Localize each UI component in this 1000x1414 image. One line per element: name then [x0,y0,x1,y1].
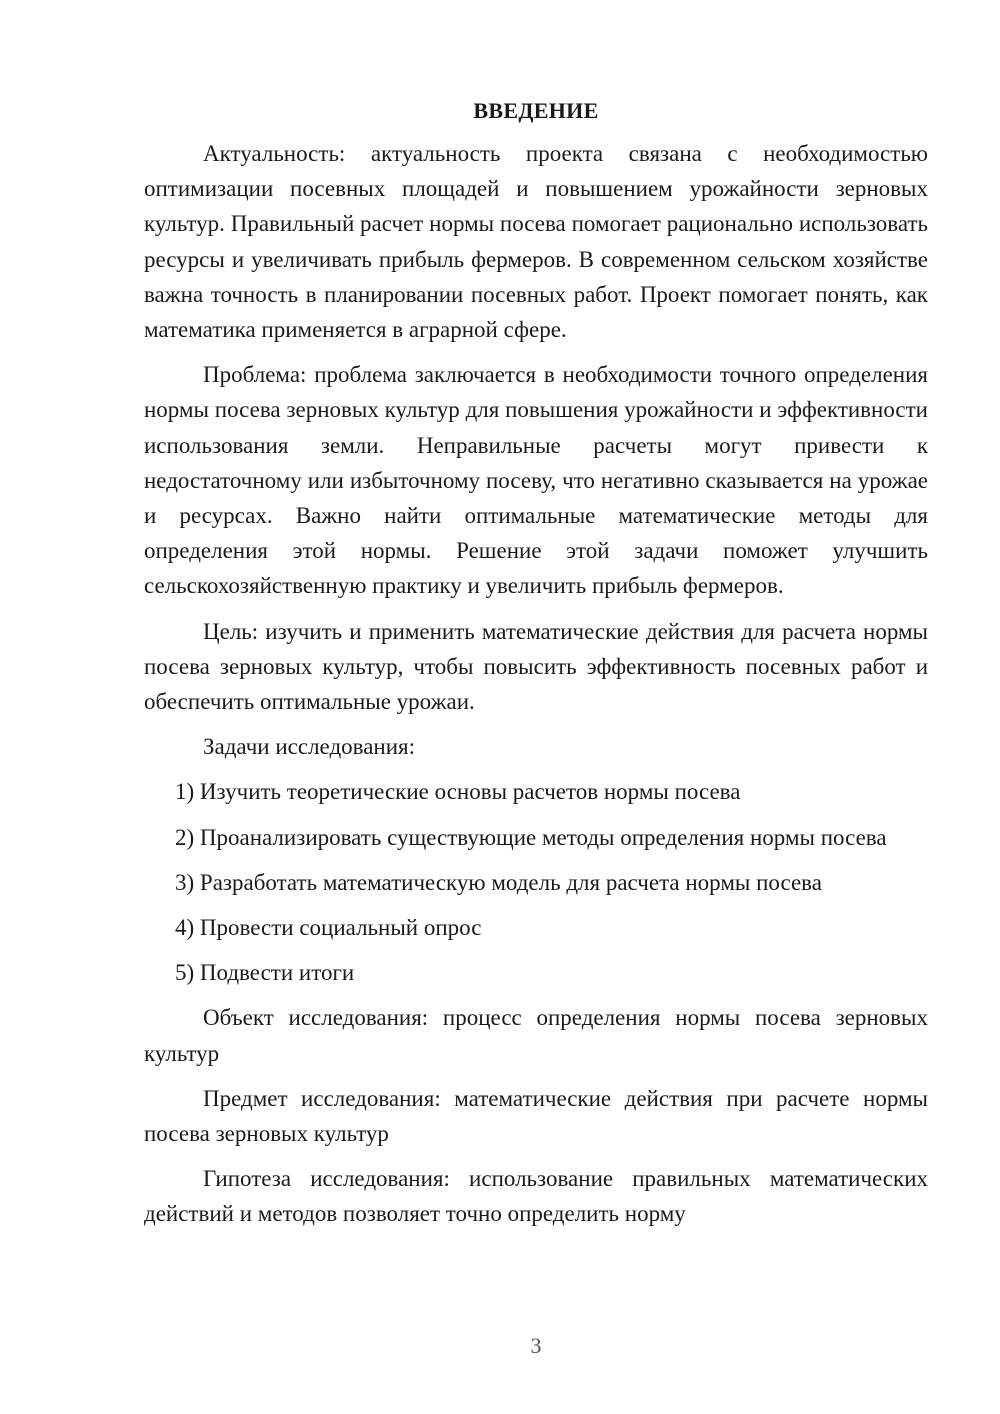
paragraph-problem: Проблема: проблема заключается в необходимости точного определения нормы посева зерновых культур для повышения урожайности и эффективности использования земли. Неправильные расчеты могут привести к недостаточному или избыточному посеву, что негативно сказывается на урожае и ресурсах. Важно найти оптимальные математические методы для определения этой нормы. Решение этой задачи поможет улучшить сельскохозяйственную практику и увеличить прибыль фермеров. [144,362,928,599]
paragraph-hypothesis: Гипотеза исследования: использование правильных математических действий и методов позволяет точно определить норму [144,1166,928,1227]
page-number: 3 [530,1333,542,1358]
page-body [144,96,928,1232]
task-item-2: 2) Проанализировать существующие методы определения нормы посева [175,824,887,850]
paragraph-goal: Цель: изучить и применить математические действия для расчета нормы посева зерновых культур, чтобы повысить эффективность посевных работ и обеспечить оптимальные урожаи. [144,618,928,715]
task-item-4: 4) Провести социальный опрос [175,915,482,941]
section-heading: ВВЕДЕНИЕ [473,98,599,123]
paragraph-object: Объект исследования: процесс определения нормы посева зерновых культур [144,1005,928,1066]
task-item-3: 3) Разработать математическую модель для расчета нормы посева [175,869,822,895]
task-item-1: 1) Изучить теоретические основы расчетов нормы посева [175,779,741,805]
paragraph-subject: Предмет исследования: математические действия при расчете нормы посева зерновых культур [144,1085,928,1147]
task-item-5: 5) Подвести итоги [175,960,355,986]
paragraph-tasks-title: Задачи исследования: [203,734,416,760]
paragraph-relevance: Актуальность: актуальность проекта связана с необходимостью оптимизации посевных площадей и повышением урожайности зерновых культур. Правильный расчет нормы посева помогает рационально использовать ресурсы и увеличивать прибыль фермеров. В современном сельском хозяйстве важна точность в планировании посевных работ. Проект помогает понять, как математика применяется в аграрной сфере. [144,141,928,343]
